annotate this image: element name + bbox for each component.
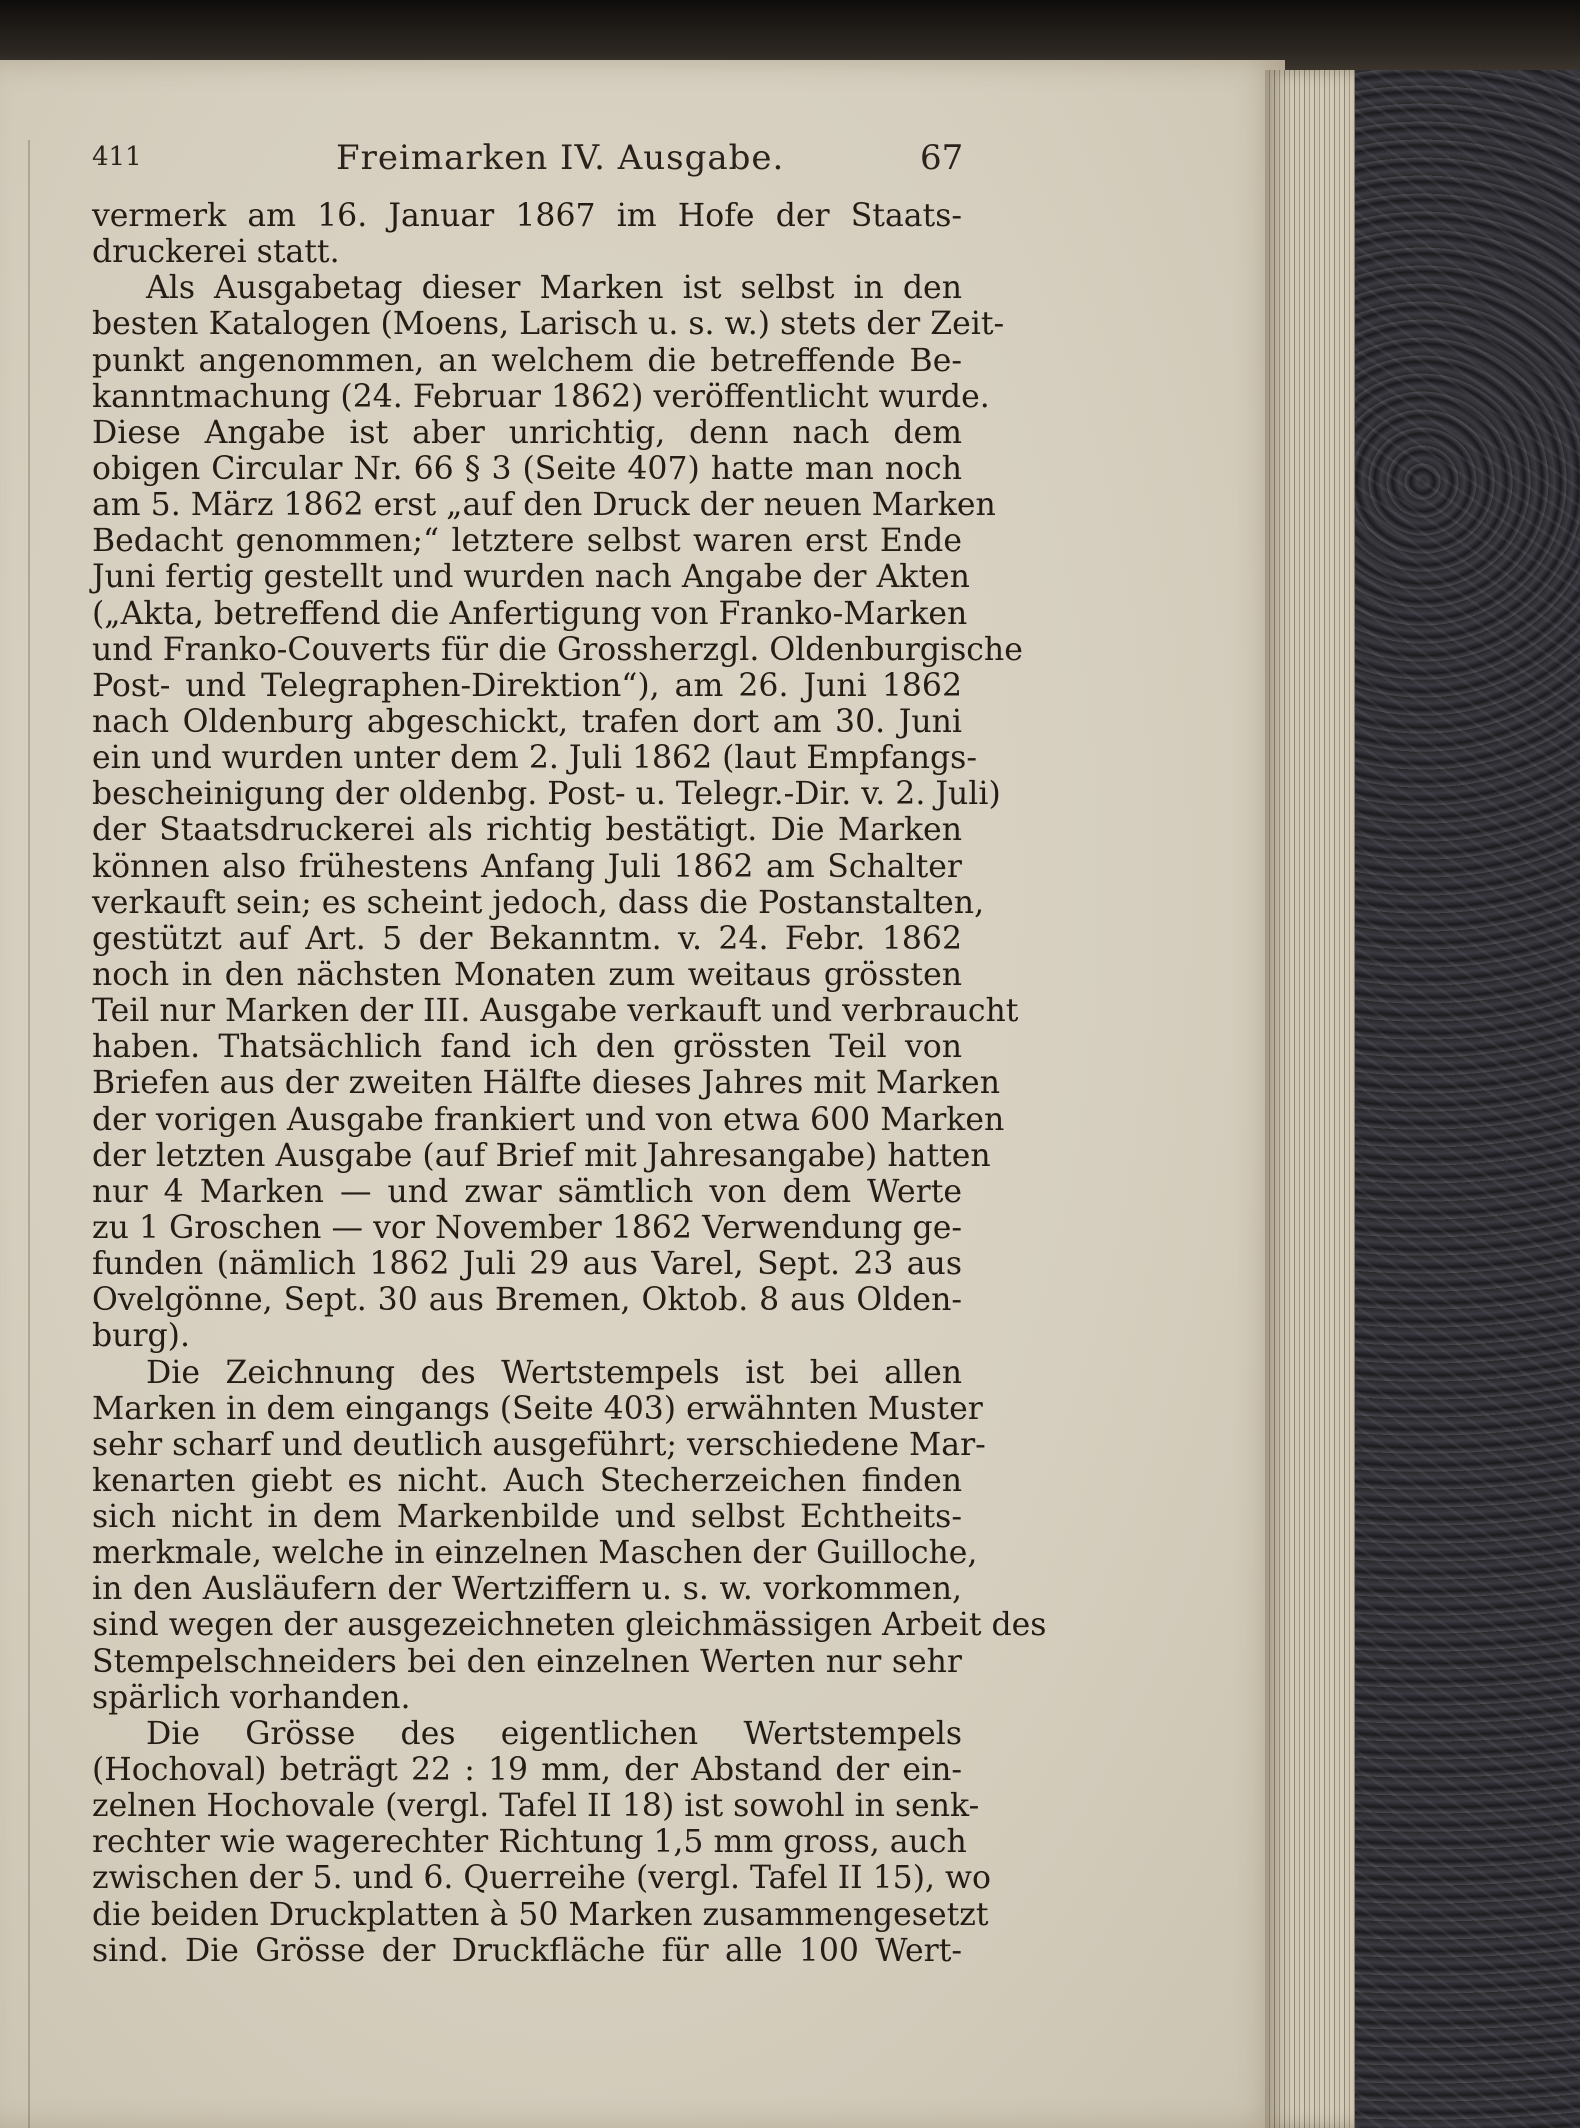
text-line: Bedacht genommen;“ letztere selbst waren erst Ende — [92, 523, 962, 560]
text-line: Post- und Telegraphen-Direktion“), am 26. Juni 1862 — [92, 667, 962, 704]
text-line: haben. Thatsächlich fand ich den grössten Teil von — [92, 1029, 962, 1066]
text-line: punkt angenommen, an welchem die betreffende Be- — [92, 342, 962, 379]
text-line: können also frühestens Anfang Juli 1862 am Schalter — [92, 848, 962, 885]
running-title: Freimarken IV. Ausgabe. — [336, 138, 785, 178]
text-line: zu 1 Groschen — vor November 1862 Verwendung ge- — [92, 1209, 962, 1246]
text-line: die beiden Druckplatten à 50 Marken zusammengesetzt — [92, 1896, 989, 1933]
marbled-cover-edge — [1355, 70, 1580, 2128]
text-line: nach Oldenburg abgeschickt, trafen dort am 30. Juni — [92, 703, 962, 740]
text-line: besten Katalogen (Moens, Larisch u. s. w.) stets der Zeit- — [92, 306, 1005, 343]
text-line: nur 4 Marken — und zwar sämtlich von dem Werte — [92, 1173, 962, 1210]
text-line: und Franko-Couverts für die Grossherzgl. Oldenburgische — [92, 631, 1023, 668]
text-line: am 5. März 1862 erst „auf den Druck der neuen Marken — [92, 487, 996, 524]
text-line: kanntmachung (24. Februar 1862) veröffentlicht wurde. — [92, 378, 990, 415]
text-line: Teil nur Marken der III. Ausgabe verkauft und verbraucht — [92, 993, 1019, 1030]
text-line: spärlich vorhanden. — [92, 1679, 411, 1716]
body-text — [92, 198, 1047, 1969]
text-line: in den Ausläufern der Wertziffern u. s. w. vorkommen, — [92, 1571, 962, 1608]
text-line: Die Zeichnung des Wertstempels ist bei allen — [146, 1354, 962, 1391]
text-line: vermerk am 16. Januar 1867 im Hofe der Staats- — [92, 198, 962, 234]
text-line: der Staatsdruckerei als richtig bestätigt. Die Marken — [92, 812, 962, 849]
text-line: Marken in dem eingangs (Seite 403) erwähnten Muster — [92, 1390, 983, 1427]
text-line: kenarten giebt es nicht. Auch Stecherzeichen finden — [92, 1462, 962, 1499]
text-line: bescheinigung der oldenbg. Post- u. Telegr.-Dir. v. 2. Juli) — [92, 776, 1001, 813]
text-line: Ovelgönne, Sept. 30 aus Bremen, Oktob. 8 aus Olden- — [92, 1282, 962, 1319]
text-line: der letzten Ausgabe (auf Brief mit Jahresangabe) hatten — [92, 1137, 991, 1174]
text-line: gestützt auf Art. 5 der Bekanntm. v. 24. Febr. 1862 — [92, 920, 962, 957]
text-line: funden (nämlich 1862 Juli 29 aus Varel, Sept. 23 aus — [92, 1246, 962, 1283]
page-number: 67 — [920, 138, 964, 178]
text-line: sind wegen der ausgezeichneten gleichmässigen Arbeit des — [92, 1607, 1047, 1644]
text-line: sich nicht in dem Markenbilde und selbst Echtheits- — [92, 1499, 962, 1536]
text-line: (Hochoval) beträgt 22 : 19 mm, der Abstand der ein- — [92, 1752, 962, 1789]
text-line: Juni fertig gestellt und wurden nach Angabe der Akten — [92, 559, 970, 596]
text-line: Als Ausgabetag dieser Marken ist selbst in den — [146, 270, 962, 307]
text-line: sind. Die Grösse der Druckfläche für alle 100 Wert- — [92, 1932, 962, 1969]
text-line: der vorigen Ausgabe frankiert und von etwa 600 Marken — [92, 1101, 1005, 1138]
page-code: 411 — [92, 142, 142, 172]
text-line: druckerei statt. — [92, 234, 340, 271]
text-line: („Akta, betreffend die Anfertigung von Franko-Marken — [92, 595, 968, 632]
text-line: sehr scharf und deutlich ausgeführt; verschiedene Mar- — [92, 1426, 986, 1463]
text-line: ein und wurden unter dem 2. Juli 1862 (laut Empfangs- — [92, 740, 977, 777]
text-line: Briefen aus der zweiten Hälfte dieses Jahres mit Marken — [92, 1065, 1000, 1102]
running-header — [0, 138, 1000, 178]
text-line: Diese Angabe ist aber unrichtig, denn nach dem — [92, 414, 962, 451]
text-line: Die Grösse des eigentlichen Wertstempels — [146, 1715, 962, 1752]
text-line: verkauft sein; es scheint jedoch, dass die Postanstalten, — [92, 884, 985, 921]
text-line: rechter wie wagerechter Richtung 1,5 mm gross, auch — [92, 1824, 967, 1861]
text-line: burg). — [92, 1318, 190, 1355]
text-line: zwischen der 5. und 6. Querreihe (vergl. Tafel II 15), wo — [92, 1860, 991, 1897]
page-block-edges — [1265, 70, 1355, 2128]
text-line: obigen Circular Nr. 66 § 3 (Seite 407) hatte man noch — [92, 450, 962, 487]
text-line: merkmale, welche in einzelnen Maschen der Guilloche, — [92, 1535, 978, 1572]
text-line: noch in den nächsten Monaten zum weitaus grössten — [92, 956, 962, 993]
text-line: Stempelschneiders bei den einzelnen Werten nur sehr — [92, 1643, 962, 1680]
text-line: zelnen Hochovale (vergl. Tafel II 18) ist sowohl in senk- — [92, 1788, 980, 1825]
page-edge-shadow — [28, 140, 30, 2128]
